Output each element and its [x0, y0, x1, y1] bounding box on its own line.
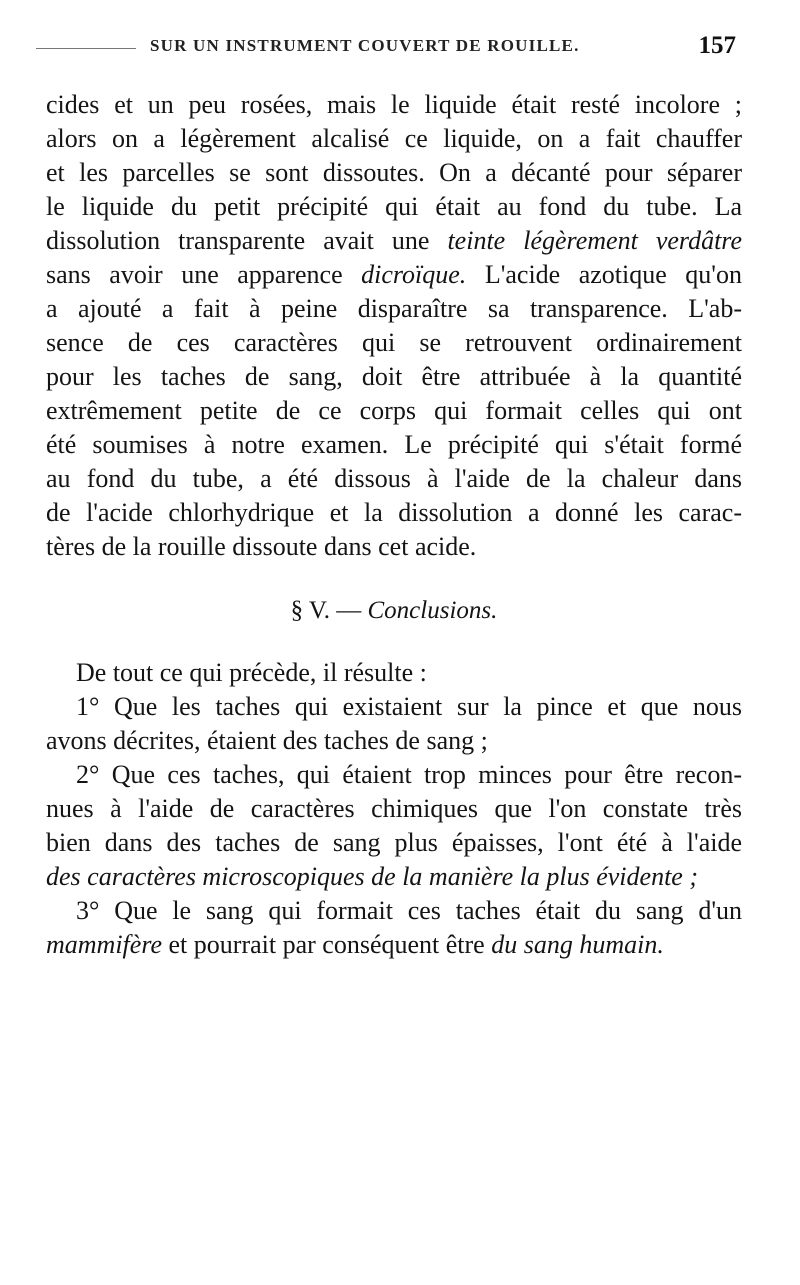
paragraph-line: été soumises à notre examen. Le précipité qui s'était formé — [46, 430, 742, 459]
conclusion-line: 2° Que ces taches, qui étaient trop minces pour être recon- — [76, 760, 742, 789]
conclusion-line: 1° Que les taches qui existaient sur la pince et que nous — [76, 692, 742, 721]
paragraph-line: et les parcelles se sont dissoutes. On a décanté pour séparer — [46, 158, 742, 187]
paragraph-line: cides et un peu rosées, mais le liquide était resté incolore ; — [46, 90, 742, 119]
text-span: dissolution transparente avait une — [46, 226, 448, 255]
paragraph-line: sence de ces caractères qui se retrouvent ordinairement — [46, 328, 742, 357]
conclusion-item-2 — [46, 758, 742, 894]
conclusions-intro: De tout ce qui précède, il résulte : — [76, 658, 427, 687]
conclusion-item-1 — [46, 690, 742, 758]
paragraph-line: pour les taches de sang, doit être attribuée à la quantité — [46, 362, 742, 391]
conclusion-line — [46, 928, 742, 962]
paragraph-line: tères de la rouille dissoute dans cet acide. — [46, 532, 477, 561]
conclusion-line: 3° Que le sang qui formait ces taches était du sang d'un — [76, 896, 742, 925]
italic-phrase: du sang humain. — [491, 930, 664, 959]
text-span: L'acide azotique qu'on — [466, 260, 742, 289]
italic-phrase: dicroïque. — [361, 260, 467, 289]
paragraph-line — [46, 224, 742, 258]
paragraph-line: extrêmement petite de ce corps qui formait celles qui ont — [46, 396, 742, 425]
paragraph-line: le liquide du petit précipité qui était au fond du tube. La — [46, 192, 742, 221]
italic-phrase: teinte légèrement verdâtre — [447, 226, 742, 255]
conclusion-item-3 — [46, 894, 742, 962]
header-rule — [36, 48, 136, 49]
paragraph-line: a ajouté a fait à peine disparaître sa transparence. L'ab- — [46, 294, 742, 323]
conclusions-block — [46, 656, 742, 962]
paragraph-analysis — [46, 88, 742, 564]
paragraph-line — [46, 258, 742, 292]
page-number: 157 — [698, 32, 736, 59]
paragraph-line: alors on a légèrement alcalisé ce liquide, on a fait chauffer — [46, 124, 742, 153]
section-heading — [46, 594, 742, 628]
section-title: Conclusions. — [367, 597, 498, 624]
italic-phrase: mammifère — [46, 930, 163, 959]
conclusion-line: bien dans des taches de sang plus épaisses, l'ont été à l'aide — [46, 828, 742, 857]
running-header — [46, 30, 742, 74]
book-page — [46, 30, 742, 962]
text-span: sans avoir une apparence — [46, 260, 362, 289]
paragraph-line: de l'acide chlorhydrique et la dissolution a donné les carac- — [46, 498, 742, 527]
paragraph-line: au fond du tube, a été dissous à l'aide de la chaleur dans — [46, 464, 742, 493]
running-title: SUR UN INSTRUMENT COUVERT DE ROUILLE. — [150, 36, 580, 55]
conclusion-line: des caractères microscopiques de la manière la plus évidente ; — [46, 862, 698, 891]
conclusion-line: avons décrites, étaient des taches de sang ; — [46, 726, 488, 755]
section-number: § V. — — [290, 597, 362, 624]
text-span: et pourrait par conséquent être — [162, 930, 492, 959]
conclusion-line: nues à l'aide de caractères chimiques que l'on constate très — [46, 794, 742, 823]
